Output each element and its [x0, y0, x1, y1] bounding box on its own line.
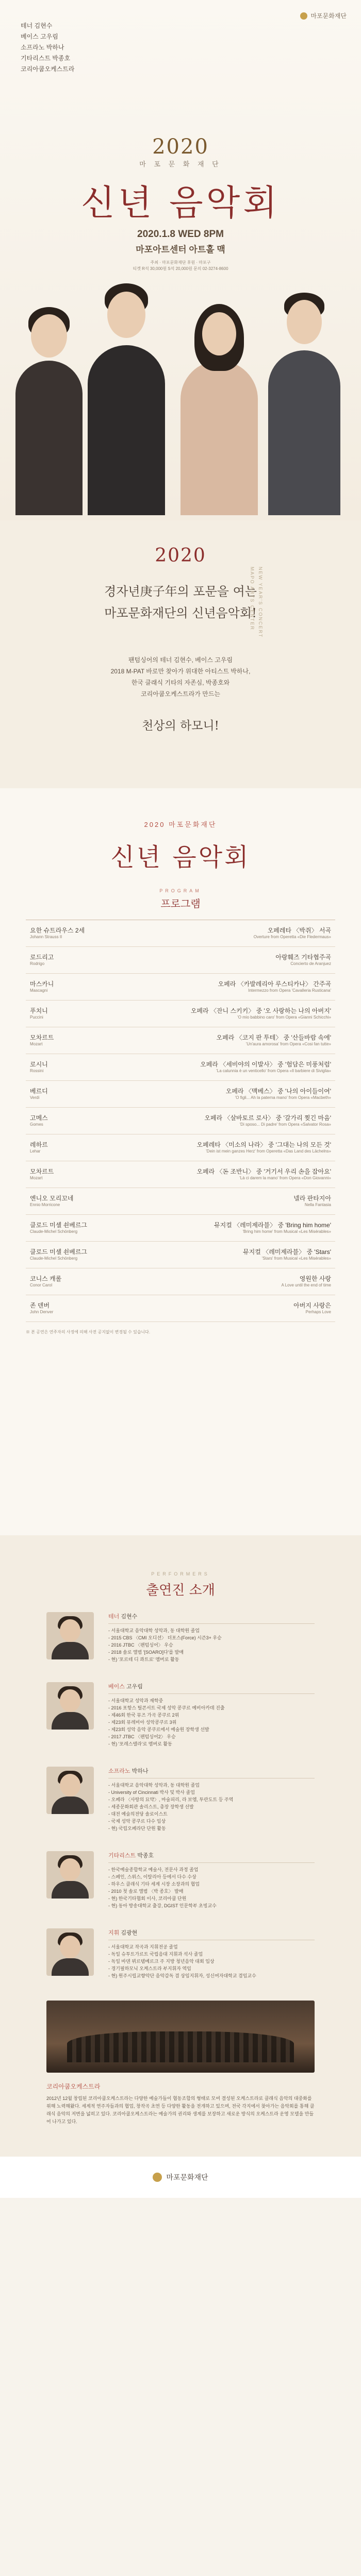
cast-item: 베이스 고우림	[21, 33, 58, 40]
program-piece-en: 'Là ci darem la mano' from Opera «Don Giovanni»	[239, 1176, 331, 1180]
program-piece-en: Overture from Operetta «Die Fledermaus»	[253, 935, 331, 939]
cast-item: 코리아쿱오케스트라	[21, 65, 75, 73]
profile-bio	[108, 1943, 315, 1979]
photo-head	[60, 1689, 80, 1712]
photo-head	[60, 1936, 80, 1958]
program-piece: 오페레타 〈미소의 나라〉 중 '그대는 나의 모든 것'	[196, 1141, 331, 1148]
photo-head	[60, 1858, 80, 1881]
logo-icon	[300, 12, 307, 20]
photo-head	[60, 1774, 80, 1797]
profile-bio	[108, 1697, 315, 1748]
profile-heading	[108, 1767, 315, 1775]
program-composer: 마스카니	[30, 980, 54, 988]
divider	[108, 1623, 315, 1624]
logo-text: 마포문화재단	[310, 12, 347, 20]
performer-figure	[268, 350, 340, 515]
program-piece-en: Perhaps Love	[305, 1310, 331, 1314]
program-piece-en: 'Bring him home' from Musical «Les Misérables»	[242, 1229, 331, 1234]
program-row	[26, 1081, 335, 1108]
meta-line: 주최 · 마포문화재단 후원 · 마포구	[150, 260, 211, 265]
bio-line: - 서울대학교 작곡과 지휘전공 졸업	[108, 1943, 315, 1951]
program-piece-en: 'O mio babbino caro' from Opera «Gianni Schicchi»	[237, 1015, 331, 1020]
performer-head	[287, 300, 322, 344]
divider	[108, 1862, 315, 1863]
program-row	[26, 1161, 335, 1188]
program-piece: 오페라 〈잔니 스키키〉 중 '오 사랑하는 나의 아버지'	[190, 1007, 331, 1014]
intro-section	[0, 520, 361, 788]
bio-line: - 대전 예술의전당 솔로이스트	[108, 1810, 315, 1818]
cast-list	[21, 21, 74, 75]
program-composer-en: Gomes	[30, 1122, 43, 1127]
profile-card	[46, 1928, 315, 1985]
bio-line: - 2016 JTBC 〈팬텀싱어〉 우승	[108, 1641, 315, 1649]
program-note: ※ 본 공연은 연주자의 사정에 의해 사전 공지없이 변경될 수 있습니다.	[26, 1330, 151, 1334]
profiles-section	[0, 1535, 361, 2157]
bio-line: - 스페인, 스위스, 이탈리아 등에서 다수 수상	[108, 1873, 315, 1880]
program-composer: 모차르트	[30, 1168, 54, 1175]
logo-icon	[153, 2173, 162, 2182]
program-piece: 뮤지컬 〈레미제라블〉 중 'Stars'	[243, 1248, 331, 1256]
program-row	[26, 1134, 335, 1161]
orchestra-photo	[46, 2001, 315, 2073]
cast-item: 소프라노 박하나	[21, 44, 64, 51]
photo-body	[52, 1712, 89, 1730]
profile-role: 베이스	[108, 1684, 125, 1690]
bio-line: - University of Cincinnati 박사 및 박사 졸업	[108, 1789, 315, 1796]
bio-line: - 오페라 〈사랑의 묘약〉, 마술피리, 라 보엠, 투란도트 등 주역	[108, 1796, 315, 1803]
performer-head	[107, 292, 145, 338]
program-piece: 오페라 〈맥베스〉 중 '나의 아이들이여'	[225, 1088, 331, 1095]
program-piece: 오페라 〈돈 조반니〉 중 '거기서 우리 손을 잡아요'	[196, 1168, 331, 1175]
bio-line: - 현) 원주시립교향악단 음악감독 겸 상임지휘자, 성신여자대학교 겸임교수	[108, 1972, 315, 1979]
program-piece: 오페라 〈살바토르 로사〉 중 '갈가리 찢긴 마음'	[204, 1114, 331, 1122]
program-row	[26, 1242, 335, 1268]
program-piece: 넬라 판타지아	[293, 1195, 331, 1202]
program-piece-en: 'Di sposo... Di padre' from Opera «Salvator Rosa»	[239, 1122, 331, 1127]
profile-role: 기타리스트	[108, 1853, 136, 1859]
program-composer-en: Puccini	[30, 1015, 43, 1020]
bio-line: - 독일 바덴 뷔르템베르크 주 지방 청년음악 대회 입상	[108, 1958, 315, 1965]
bio-line: - 2010 첫 솔로 앨범 〈박 종호〉 발매	[108, 1888, 315, 1895]
bio-line: - 세종문화회관 솔리스트, 총장 장학생 선발	[108, 1803, 315, 1810]
cast-item: 테너 김현수	[21, 22, 53, 29]
bio-line: - 독일 슈투트가르트 국립음대 지휘과 석사 졸업	[108, 1951, 315, 1958]
profile-info	[108, 1767, 315, 1832]
program-list	[26, 920, 335, 1322]
photo-head	[60, 1619, 80, 1642]
profile-photo	[46, 1612, 94, 1659]
vertical-text: NEW YEAR'S CONCERT	[258, 567, 263, 638]
profile-card	[46, 1851, 315, 1915]
performer-head	[31, 314, 67, 358]
program-composer: 로시니	[30, 1061, 48, 1068]
program-row	[26, 1054, 335, 1081]
performer-figure	[180, 361, 258, 515]
program-composer-en: Ennio Morricone	[30, 1202, 60, 1207]
bio-line: - 제46회 한국 뮤즈 가곡 콩쿠르 2위	[108, 1711, 315, 1719]
photo-body	[52, 1642, 89, 1659]
profile-photo	[46, 1682, 94, 1730]
hero-section	[0, 0, 361, 520]
bio-line: - 현) '포레스텔라'로 멤버로 활동	[108, 1740, 315, 1748]
program-composer: 푸치니	[30, 1007, 48, 1014]
program-composer: 모차르트	[30, 1034, 54, 1041]
profile-heading	[108, 1928, 315, 1937]
performers-photo	[10, 289, 351, 515]
bio-line: - 현) 국립오페라단 단원 활동	[108, 1825, 315, 1832]
program-composer: 클로드 미셸 쇤베르그	[30, 1222, 87, 1229]
profile-bio	[108, 1866, 315, 1909]
program-row	[26, 974, 335, 1001]
program-subtitle: 2020 마포문화재단	[144, 821, 217, 828]
intro-closing: 천상의 하모니!	[142, 719, 219, 733]
vertical-text: MAPO ARTS CENTER	[250, 567, 255, 631]
hero-title: 신년 음악회	[80, 183, 281, 224]
program-composer: 고메스	[30, 1114, 48, 1122]
profile-name: 김광현	[121, 1930, 138, 1936]
program-composer: 베르디	[30, 1088, 48, 1095]
program-piece-en: Concierto de Aranjuez	[290, 961, 331, 966]
program-piece-en: Nella Fantasia	[304, 1202, 331, 1207]
profile-card	[46, 1767, 315, 1838]
program-composer-en: Claude-Michel Schönberg	[30, 1256, 78, 1261]
profile-photo	[46, 1767, 94, 1814]
program-row	[26, 947, 335, 974]
bio-line: - 2018 솔로 앨범 '[SOARO]다'를 발매	[108, 1649, 315, 1656]
program-row	[26, 1215, 335, 1242]
bio-line: - 현) 한국기타협회 이사, 코리아쿱 단원	[108, 1895, 315, 1902]
bio-line: - 2015 CBS 〈CMI 오디션〉 더포스(Force) 시즌3+ 우승	[108, 1634, 315, 1641]
profile-photo	[46, 1851, 94, 1899]
profile-role: 소프라노	[108, 1768, 130, 1774]
program-composer: 레하르	[30, 1141, 48, 1148]
program-composer-en: Conor Carol	[30, 1283, 53, 1287]
program-piece-en: 'O figli... Ah la paterna mano' from Opera «Macbeth»	[235, 1095, 331, 1100]
photo-body	[52, 1881, 89, 1899]
intro-line: 팬텀싱어의 테너 김현수, 베이스 고우림	[128, 656, 233, 664]
profile-heading	[108, 1682, 315, 1690]
profile-info	[108, 1928, 315, 1979]
program-row	[26, 1001, 335, 1027]
meta-line: 티켓 R석 30,000원 S석 20,000원 문의 02-3274-8600	[133, 266, 228, 271]
profile-info	[108, 1682, 315, 1748]
intro-headline: 경자년庚子年의 포문을 여는	[104, 584, 257, 599]
profile-bio	[108, 1782, 315, 1832]
program-piece-en: 'La calunnia è un venticello' from Opera «Il barbiere di Siviglia»	[216, 1069, 331, 1073]
program-composer: 엔니오 모리꼬네	[30, 1195, 74, 1202]
hero-meta	[103, 260, 258, 272]
photo-body	[52, 1958, 89, 1976]
concert-venue: 마포아트센터 아트홀 맥	[136, 245, 225, 255]
program-piece-en: A Love until the end of time	[281, 1283, 331, 1287]
profile-photo	[46, 1928, 94, 1976]
photo-body	[52, 1797, 89, 1814]
footer-logo-text[interactable]: 마포문화재단	[166, 2173, 208, 2181]
bio-line: - 국제 성악 콩쿠르 다수 입상	[108, 1818, 315, 1825]
bio-line: - 현) 동아 방송대학교 출강, DGIST 인문학부 초빙교수	[108, 1902, 315, 1909]
program-piece-en: 'Dein ist mein ganzes Herz' from Operetta «Das Land des Lächelns»	[206, 1149, 331, 1154]
bio-line: - 제23회 성악 음악 콩쿠르에서 예술원 장학생 선발	[108, 1726, 315, 1733]
bio-line: - 경기필하모닉 오케스트라 부지휘자 역임	[108, 1965, 315, 1972]
profile-name: 고우림	[126, 1684, 143, 1690]
performer-figure	[15, 361, 83, 515]
program-composer-en: Mozart	[30, 1176, 43, 1180]
bio-line: - 서울대학교 음악대학 성악과, 동 대학원 졸업	[108, 1782, 315, 1789]
profile-role: 지휘	[108, 1930, 120, 1936]
profiles-label-en: PERFORMERS	[151, 1571, 210, 1577]
profile-name: 박종호	[137, 1853, 154, 1859]
program-composer-en: Claude-Michel Schönberg	[30, 1229, 78, 1234]
profile-name: 박하나	[132, 1768, 149, 1774]
program-composer: 존 덴버	[30, 1302, 50, 1309]
program-composer-en: Mascagni	[30, 988, 48, 993]
program-composer: 로드리고	[30, 954, 54, 961]
divider	[108, 1693, 315, 1694]
program-piece-en: 'Un'aura amorosa' from Opera «Cosi fan tutte»	[245, 1042, 331, 1046]
program-composer: 클로드 미셸 쇤베르그	[30, 1248, 87, 1256]
program-composer-en: John Denver	[30, 1310, 54, 1314]
program-piece: 오페레타 〈박쥐〉 서곡	[267, 927, 331, 934]
orchestra-description: 2012년 12월 창립된 코리아쿱오케스트라는 다양한 예술가들이 협동조합의 형태로 모여 결성된 오케스트라로 클래식 음악의 대중화를 위해 노력해왔다. 세계적 연주자들과의 협업, 창작곡 초연 등 다양한 활동을 전개하고 있으며, 전국 각지에서 찾아가는 음악회를 통해 클래식 음악의 저변을 넓히고 있다. 코리아쿱오케스트라는 예술가의 권리와 생계를 보장하고 새로운 방식의 오케스트라 운영 모델을 만들어 나가고 있다.	[46, 2096, 315, 2124]
profile-card	[46, 1612, 315, 1669]
performer-head	[202, 312, 236, 355]
intro-year: 2020	[155, 545, 206, 566]
orchestra-stage	[67, 2031, 294, 2062]
foundation-logo[interactable]	[300, 11, 347, 20]
bio-line: - 서울대학교 음악대학 성악과, 동 대학원 졸업	[108, 1627, 315, 1634]
bio-line: - 한국예술종합학교 예술사, 전문사 과정 졸업	[108, 1866, 315, 1873]
intro-headline: 마포문화재단의 신년음악회!	[104, 606, 257, 620]
program-row	[26, 1268, 335, 1295]
cast-item: 기타리스트 박종호	[21, 55, 71, 62]
intro-line: 2018 M-PAT 바로만 찾아가 위대한 아티스트 박하나,	[110, 668, 251, 675]
program-composer-en: Mozart	[30, 1042, 43, 1046]
hero-year: 2020	[152, 135, 209, 159]
program-section	[0, 788, 361, 1535]
program-composer-en: Rossini	[30, 1069, 44, 1073]
profile-heading	[108, 1612, 315, 1620]
footer	[0, 2157, 361, 2198]
program-row	[26, 1295, 335, 1322]
program-composer: 코니스 캐롤	[30, 1275, 62, 1282]
program-piece: 오페라 〈세비야의 이발사〉 중 '험담은 미풍처럼'	[200, 1061, 331, 1068]
program-piece: 뮤지컬 〈레미제라블〉 중 'Bring him home'	[214, 1222, 331, 1229]
bio-line: - 현) '포르테 디 콰트로' 멤버로 활동	[108, 1656, 315, 1663]
profile-role: 테너	[108, 1614, 120, 1620]
bio-line: - 제23회 뮤레비아 성악콩쿠르 3위	[108, 1719, 315, 1726]
profile-card	[46, 1682, 315, 1753]
profile-heading	[108, 1851, 315, 1859]
concert-date: 2020.1.8 WED 8PM	[137, 229, 224, 240]
intro-body	[0, 654, 361, 700]
program-piece: 오페라 〈카발레리아 루스티카나〉 간주곡	[218, 980, 331, 988]
profiles-title: 출연진 소개	[146, 1583, 215, 1598]
program-piece: 아버지 사랑은	[293, 1302, 331, 1309]
program-composer-en: Verdi	[30, 1095, 40, 1100]
program-row	[26, 1188, 335, 1215]
bio-line: - 하우스 클래식 기타 세계 시장 소장과의 협업	[108, 1880, 315, 1888]
program-piece: 영원한 사랑	[299, 1275, 331, 1282]
program-row	[26, 1108, 335, 1134]
program-piece-en: 'Stars' from Musical «Les Misérables»	[261, 1256, 331, 1261]
orchestra-title: 코리아쿱오케스트라	[46, 2083, 101, 2090]
profile-info	[108, 1612, 315, 1663]
program-composer-en: Lehar	[30, 1149, 41, 1154]
profile-cards	[0, 1612, 361, 1985]
intro-line: 코리아쿱오케스트라가 만드는	[140, 690, 221, 698]
program-composer-en: Johann Strauss II	[30, 935, 62, 939]
intro-line: 한국 클래식 기타의 자존심, 박종호와	[131, 679, 230, 686]
bio-line: - 2016 포항스 틸콘서트 국제 성악 콩쿠르 예비아카데 진출	[108, 1704, 315, 1711]
program-title: 신년 음악회	[110, 843, 251, 872]
program-label-en: PROGRAM	[159, 888, 202, 893]
profile-name: 김현수	[121, 1614, 138, 1620]
profile-info	[108, 1851, 315, 1909]
performer-figure	[88, 345, 165, 515]
program-composer-en: Rodrigo	[30, 961, 45, 966]
bio-line: - 서울대학교 성악과 재학중	[108, 1697, 315, 1704]
program-piece: 아랑훼즈 기타협주곡	[275, 954, 331, 961]
bio-line: - 2017 JTBC 〈팬텀싱어2〉 우승	[108, 1733, 315, 1740]
program-composer: 요한 슈트라우스 2세	[30, 927, 85, 934]
program-row	[26, 1027, 335, 1054]
program-piece: 오페라 〈코지 판 투테〉 중 '산들바람 속에'	[216, 1034, 331, 1041]
program-row	[26, 920, 335, 947]
hero-foundation: 마 포 문 화 재 단	[139, 160, 222, 168]
program-piece-en: Intermezzo from Opera 'Cavalleria Rusticana'	[248, 988, 331, 993]
program-label: 프로그램	[160, 897, 201, 910]
profile-bio	[108, 1627, 315, 1663]
